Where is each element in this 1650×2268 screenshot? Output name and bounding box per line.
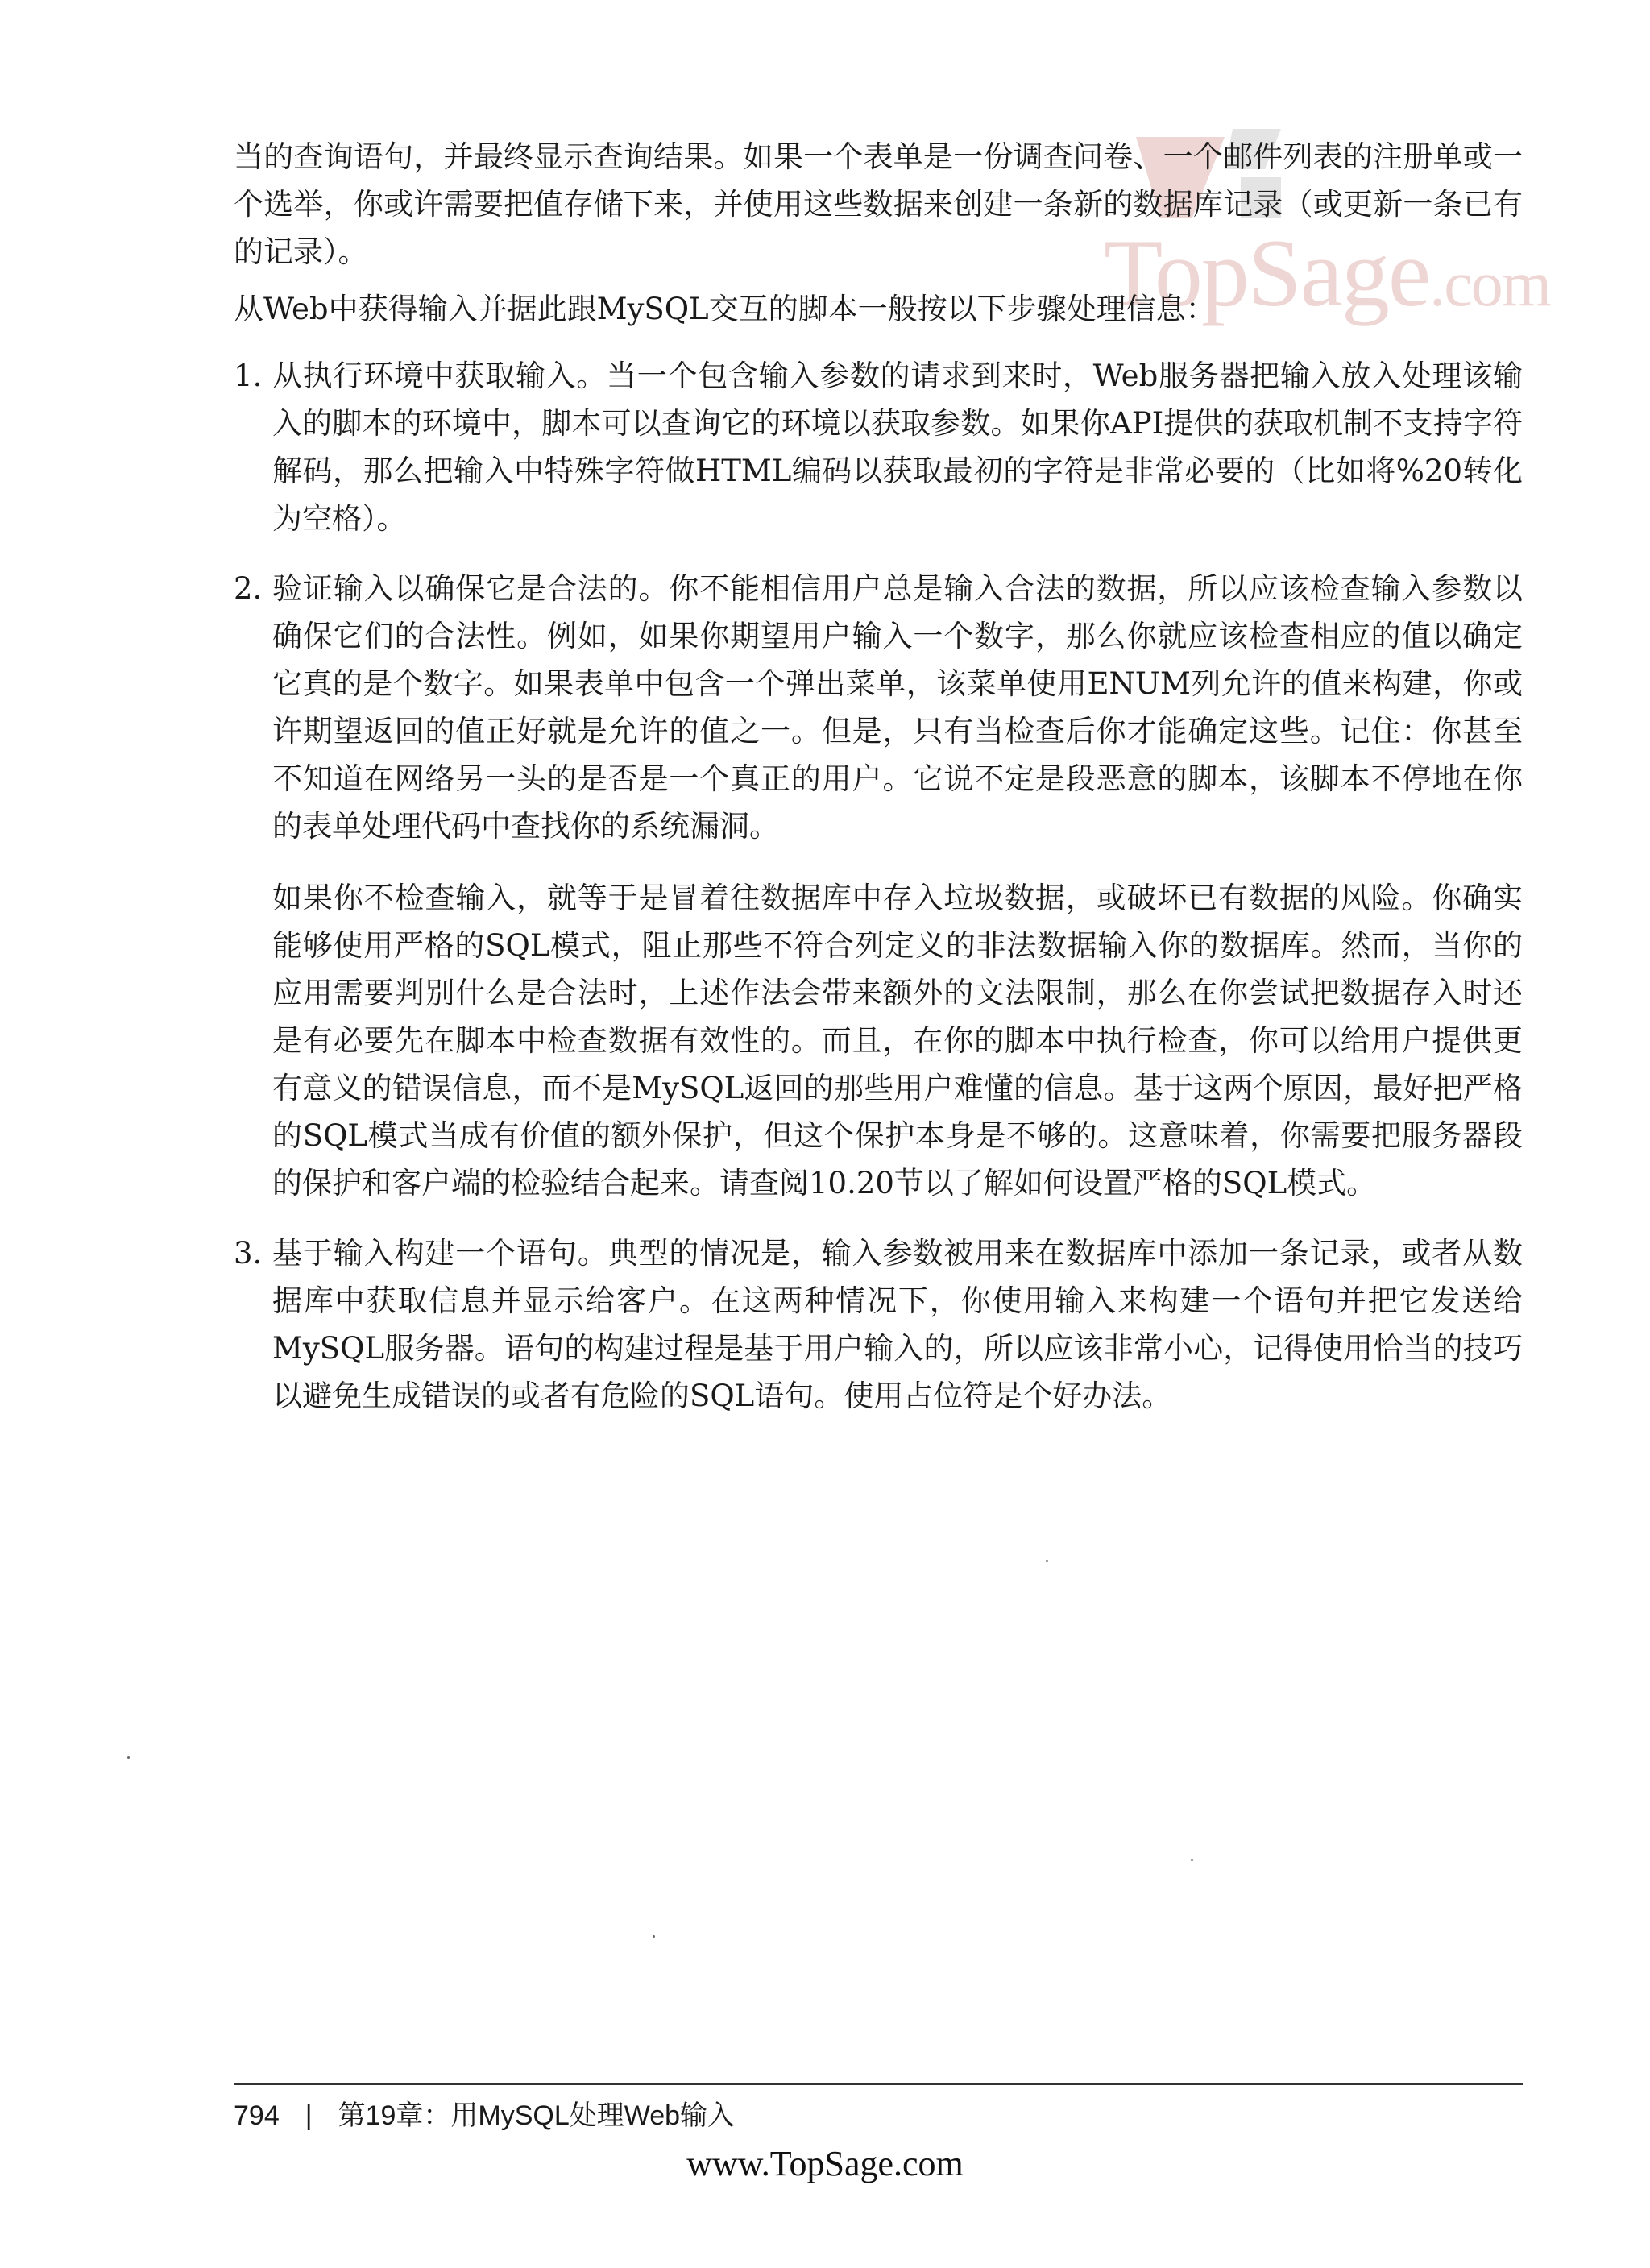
list-item-text: 从执行环境中获取输入。当一个包含输入参数的请求到来时，Web服务器把输入放入处理该输入的脚本的环境中，脚本可以查询它的环境以获取参数。如果你API提供的获取机制不支持字符解码，那么把输入中特殊字符做HTML编码以获取最初的字符是非常必要的（比如将%20转化为空格）。 bbox=[272, 359, 1523, 536]
page-content bbox=[234, 133, 1523, 1442]
list-number: 1. bbox=[234, 359, 263, 393]
list-item-1 bbox=[234, 352, 1523, 542]
list-item-text: 基于输入构建一个语句。典型的情况是，输入参数被用来在数据库中添加一条记录，或者从数据库中获取信息并显示给客户。在这两种情况下，你使用输入来构建一个语句并把它发送给MySQL服务器。语句的构建过程是基于用户输入的，所以应该非常小心，记得使用恰当的技巧以避免生成错误的或者有危险的SQL语句。使用占位符是个好办法。 bbox=[272, 1236, 1523, 1413]
intro-paragraph: 当的查询语句，并最终显示查询结果。如果一个表单是一份调查问卷、一个邮件列表的注册单或一个选举，你或许需要把值存储下来，并使用这些数据来创建一条新的数据库记录（或更新一条已有的记录）。 bbox=[234, 139, 1523, 269]
scan-speck bbox=[1046, 1560, 1048, 1562]
list-item-text: 验证输入以确保它是合法的。你不能相信用户总是输入合法的数据，所以应该检查输入参数以确保它们的合法性。例如，如果你期望用户输入一个数字，那么你就应该检查相应的值以确定它真的是个数字。如果表单中包含一个弹出菜单，该菜单使用ENUM列允许的值来构建，你或许期望返回的值正好就是允许的值之一。但是，只有当检查后你才能确定这些。记住：你甚至不知道在网络另一头的是否是一个真正的用户。它说不定是段恶意的脚本，该脚本不停地在你的表单处理代码中查找你的系统漏洞。 bbox=[272, 571, 1523, 844]
list-item-2 bbox=[234, 565, 1523, 1207]
list-item-subparagraph: 如果你不检查输入，就等于是冒着往数据库中存入垃圾数据，或破坏已有数据的风险。你确实能够使用严格的SQL模式，阻止那些不符合列定义的非法数据输入你的数据库。然而，当你的应用需要判别什么是合法时，上述作法会带来额外的文法限制，那么在你尝试把数据存入时还是有必要先在脚本中检查数据有效性的。而且，在你的脚本中执行检查，你可以给用户提供更有意义的错误信息，而不是MySQL返回的那些用户难懂的信息。基于这两个原因，最好把严格的SQL模式当成有价值的额外保护，但这个保护本身是不够的。这意味着，你需要把服务器段的保护和客户端的检验结合起来。请查阅10.20节以了解如何设置严格的SQL模式。 bbox=[272, 881, 1523, 1200]
list-number: 3. bbox=[234, 1236, 263, 1271]
footer-separator: | bbox=[305, 2100, 313, 2131]
list-item-3 bbox=[234, 1229, 1523, 1420]
footer-rule bbox=[234, 2083, 1523, 2085]
page-number: 794 bbox=[234, 2100, 280, 2131]
watermark-text: TopSage.com bbox=[1104, 219, 1550, 326]
chapter-title: 第19章：用MySQL处理Web输入 bbox=[338, 2100, 736, 2131]
page-footer bbox=[234, 2093, 735, 2133]
site-url: www.TopSage.com bbox=[686, 2144, 964, 2183]
scan-speck bbox=[653, 1935, 655, 1938]
scan-speck bbox=[127, 1756, 130, 1759]
scan-speck bbox=[1191, 1859, 1193, 1861]
list-number: 2. bbox=[234, 571, 263, 606]
lead-paragraph: 从Web中获得输入并据此跟MySQL交互的脚本一般按以下步骤处理信息： bbox=[234, 292, 1216, 326]
